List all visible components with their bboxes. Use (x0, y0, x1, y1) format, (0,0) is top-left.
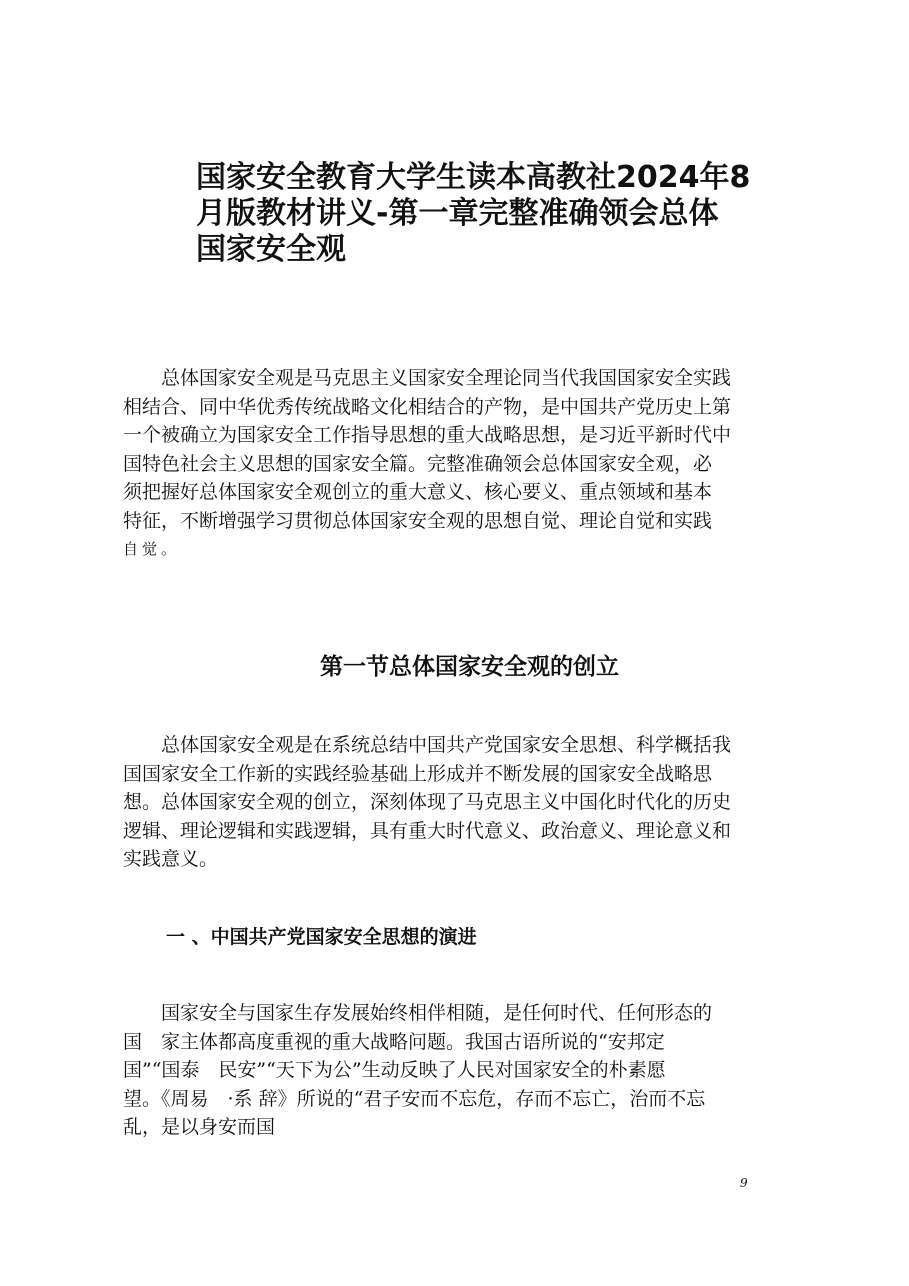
paragraph-line: 国”“国泰 民安”“天下为公”生动反映了人民对国家安全的朴素愿 (123, 1059, 666, 1081)
page-number: 9 (740, 1176, 748, 1190)
title-line: 国家安全观 (196, 232, 346, 267)
paragraph-line: 自觉。 (123, 540, 181, 558)
intro-paragraph (123, 364, 763, 563)
section-heading: 第一节总体国家安全观的创立 (320, 653, 619, 680)
title-line: 月版教材讲义-第一章完整准确领会总体 (196, 196, 719, 231)
paragraph-line: 须把握好总体国家安全观创立的重大意义、核心要义、重点领域和基本 (123, 481, 713, 503)
paragraph-line: 特征，不断增强学习贯彻总体国家安全观的思想自觉、理论自觉和实践 (123, 509, 713, 532)
document-title (196, 160, 786, 268)
paragraph-line: 国家安全与国家生存发展始终相伴相随，是任何时代、任何形态的 (123, 1002, 713, 1024)
paragraph-line: 国国家安全工作新的实践经验基础上形成并不断发展的国家安全战略思 (123, 762, 713, 785)
paragraph-line: 想。总体国家安全观的创立，深刻体现了马克思主义中国化时代化的历史 (123, 791, 732, 813)
paragraph-line: 望。《周易 ·系 辞》所说的“君子安而不忘危，存而不忘亡，治而不忘 (123, 1087, 706, 1110)
title-line: 国家安全教育大学生读本高教社2024年8 (196, 160, 751, 195)
subsection-paragraph (123, 999, 763, 1142)
paragraph-line: 实践意义。 (123, 848, 219, 870)
paragraph-line: 逻辑、理论逻辑和实践逻辑，具有重大时代意义、政治意义、理论意义和 (123, 819, 732, 842)
paragraph-line: 相结合、同中华优秀传统战略文化相结合的产物，是中国共产党历史上第 (123, 395, 732, 418)
paragraph-line: 乱，是以身安而国 (123, 1116, 276, 1138)
subsection-heading: 一 、中国共产党国家安全思想的演进 (166, 926, 477, 948)
paragraph-line: 总体国家安全观是在系统总结中国共产党国家安全思想、科学概括我 (123, 734, 732, 756)
paragraph-line: 总体国家安全观是马克思主义国家安全理论同当代我国国家安全实践 (123, 367, 732, 389)
section-paragraph (123, 731, 763, 874)
paragraph-line: 国 家主体都高度重视的重大战略问题。我国古语所说的“安邦定 (123, 1030, 665, 1053)
paragraph-line: 一个被确立为国家安全工作指导思想的重大战略思想，是习近平新时代中 (123, 424, 732, 446)
paragraph-line: 国特色社会主义思想的国家安全篇。完整准确领会总体国家安全观，必 (123, 452, 713, 475)
